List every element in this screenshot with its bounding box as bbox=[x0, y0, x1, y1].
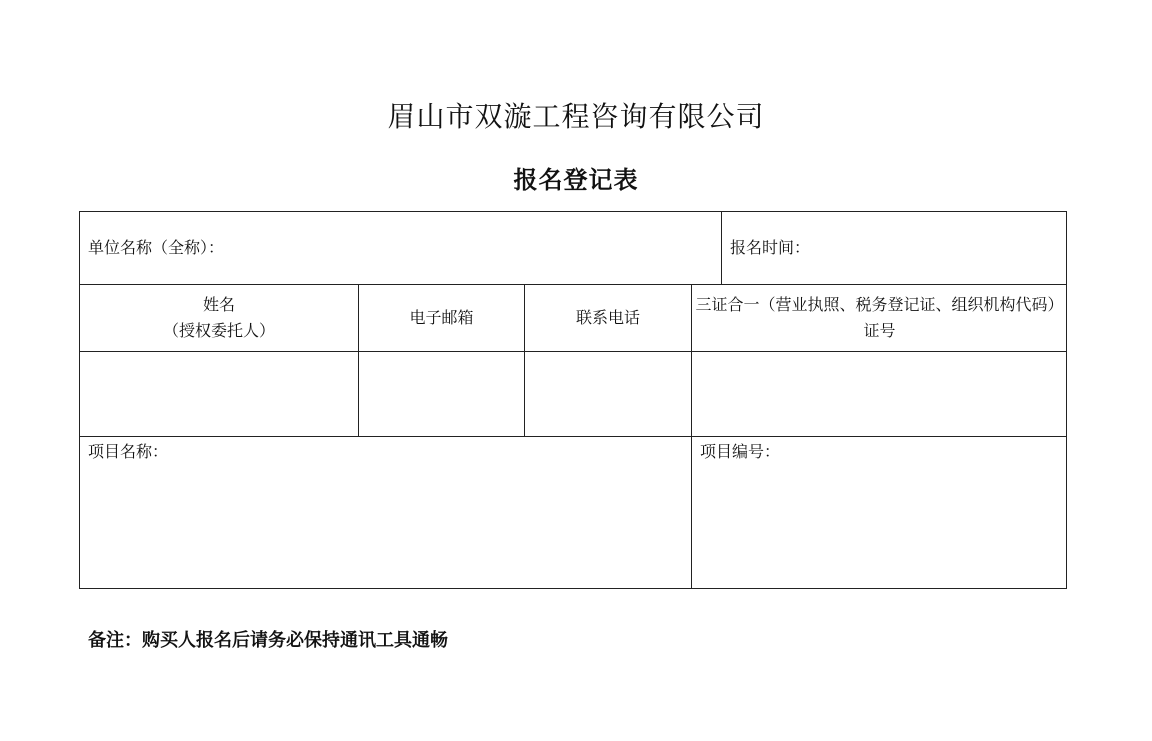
row-divider-3 bbox=[80, 436, 1066, 437]
email-column-header bbox=[359, 285, 524, 351]
column-divider-name bbox=[358, 284, 359, 436]
registration-time-field[interactable] bbox=[722, 212, 1067, 284]
remark-note: 备注：购买人报名后请务必保持通讯工具通畅 bbox=[88, 630, 448, 651]
name-header-line2: （授权委托人） bbox=[162, 321, 275, 340]
project-number-label: 项目编号： bbox=[700, 442, 781, 461]
email-header-label: 电子邮箱 bbox=[409, 308, 474, 327]
column-divider-time bbox=[721, 212, 722, 284]
name-header-line1: 姓名 bbox=[202, 295, 235, 314]
phone-header-label: 联系电话 bbox=[575, 308, 640, 327]
phone-column-header bbox=[525, 285, 691, 351]
company-title: 眉山市双漩工程咨询有限公司 bbox=[387, 100, 765, 133]
registration-time-label: 报名时间： bbox=[730, 238, 811, 257]
license-entry-cell[interactable] bbox=[692, 352, 1067, 436]
license-column-header bbox=[692, 285, 1067, 351]
email-entry-cell[interactable] bbox=[359, 352, 524, 436]
column-divider-phone bbox=[691, 284, 692, 588]
phone-entry-cell[interactable] bbox=[525, 352, 691, 436]
column-divider-email bbox=[524, 284, 525, 436]
unit-name-label: 单位名称（全称）： bbox=[88, 238, 225, 257]
unit-name-field[interactable] bbox=[80, 212, 721, 284]
row-divider-1 bbox=[80, 284, 1066, 285]
row-divider-2 bbox=[80, 351, 1066, 352]
form-title: 报名登记表 bbox=[513, 165, 639, 194]
registration-form-table bbox=[79, 211, 1067, 589]
project-name-label: 项目名称： bbox=[88, 442, 169, 461]
license-header-line1: 三证合一（营业执照、税务登记证、组织机构代码） bbox=[695, 295, 1064, 314]
project-name-field[interactable] bbox=[80, 437, 691, 588]
name-column-header bbox=[80, 285, 358, 351]
name-entry-cell[interactable] bbox=[80, 352, 358, 436]
project-number-field[interactable] bbox=[692, 437, 1067, 588]
license-header-line2: 证号 bbox=[863, 321, 896, 340]
